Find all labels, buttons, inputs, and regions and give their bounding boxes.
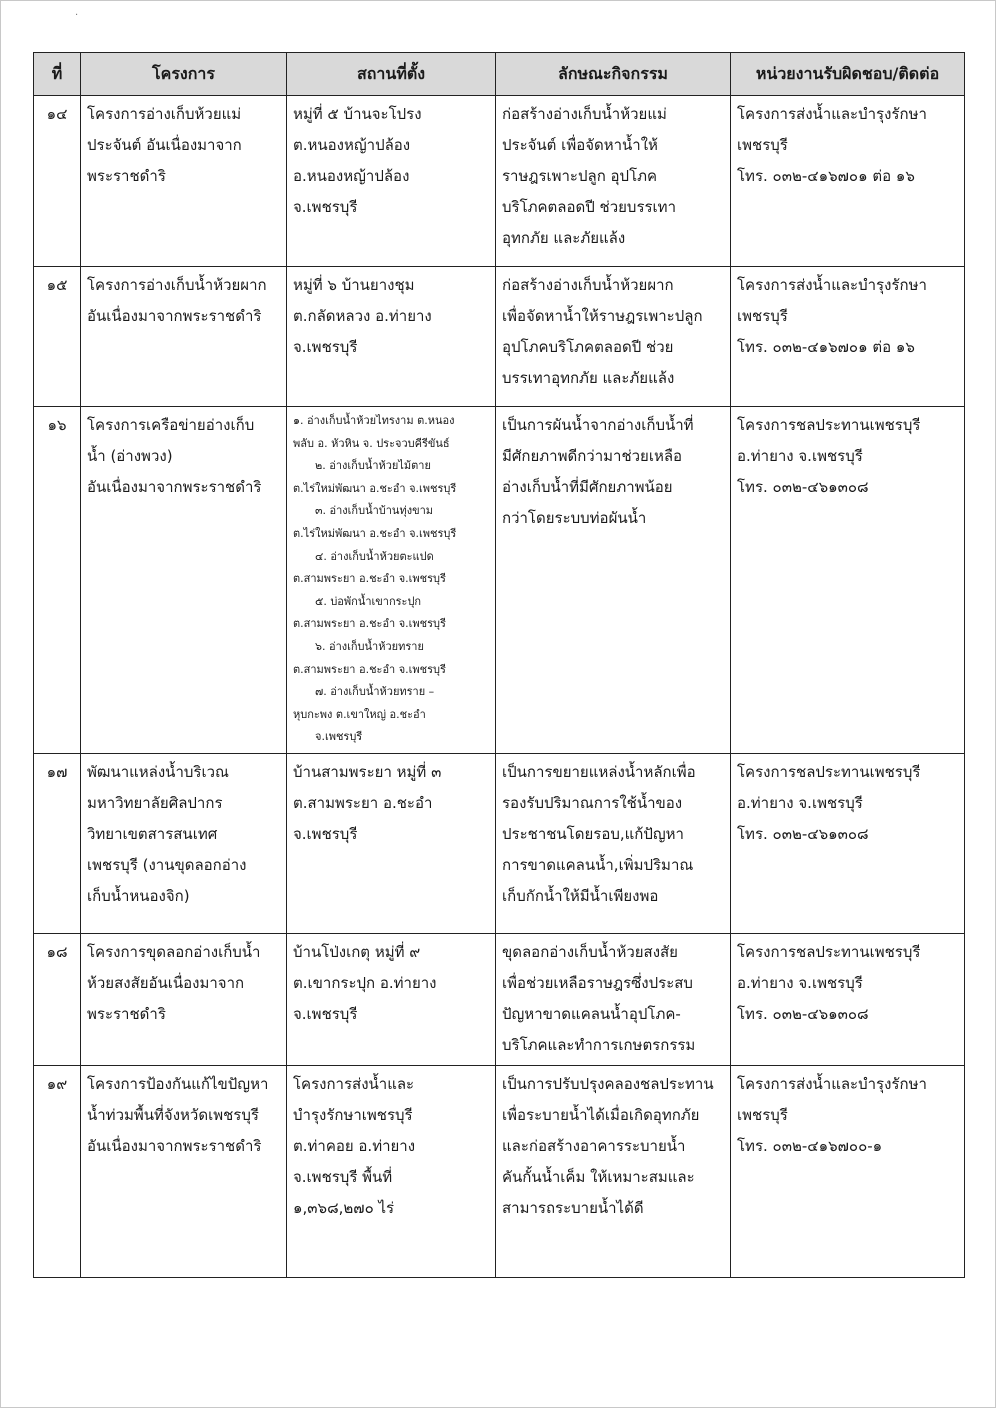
header-location: สถานที่ตั้ง xyxy=(287,53,496,96)
activity-line: บริโภคตลอดปี ช่วยบรรเทา xyxy=(502,198,676,216)
activity-line: เป็นการขยายแหล่งน้ำหลักเพื่อ xyxy=(502,762,696,781)
agency-line: โครงการชลประทานเพชรบุรี xyxy=(737,762,921,781)
location-line: บ้านสามพระยา หมู่ที่ ๓ xyxy=(293,762,442,781)
activity-line: เพื่อระบายน้ำได้เมื่อเกิดอุทกภัย xyxy=(502,1105,700,1124)
cell-agency xyxy=(731,96,965,267)
activity-line: อุทกภัย และภัยแล้ง xyxy=(502,229,626,247)
location-line: ๑,๓๖๘,๒๗๐ ไร่ xyxy=(293,1198,395,1217)
activity-line: กว่าโดยระบบท่อผันน้ำ xyxy=(502,509,647,527)
location-line: ต.สามพระยา อ.ชะอำ จ.เพชรบุรี xyxy=(293,572,446,586)
activity-line: เพื่อจัดหาน้ำให้ราษฎรเพาะปลูก xyxy=(502,307,703,325)
agency-line: เพชรบุรี xyxy=(737,136,788,154)
agency-line: โครงการส่งน้ำและบำรุงรักษา xyxy=(737,1074,927,1093)
row-number-text: ๑๔ xyxy=(46,105,68,123)
location-line: ๗. อ่างเก็บน้ำห้วยทราย – xyxy=(315,685,435,699)
header-row xyxy=(34,53,965,96)
project-line: เพชรบุรี (งานขุดลอกอ่าง xyxy=(87,855,247,874)
cell-project xyxy=(81,407,287,754)
cell-project xyxy=(81,1065,287,1277)
agency-line: เพชรบุรี xyxy=(737,307,788,325)
location-line: ๒. อ่างเก็บน้ำห้วยไม้ตาย xyxy=(315,459,431,473)
project-line: ห้วยสงสัยอันเนื่องมาจาก xyxy=(87,973,245,992)
cell-location xyxy=(287,96,496,267)
agency-line: อ.ท่ายาง จ.เพชรบุรี xyxy=(737,793,863,812)
agency-line: โทร. ๐๓๒-๔๖๑๓๐๘ xyxy=(737,478,869,496)
location-line: พลับ อ. หัวหิน จ. ประจวบคีรีขันธ์ xyxy=(293,436,450,450)
location-line: ต.หนองหญ้าปล้อง xyxy=(293,136,411,154)
location-line: ๖. อ่างเก็บน้ำห้วยทราย xyxy=(315,639,424,653)
cell-activity xyxy=(496,933,731,1065)
scan-mark: · xyxy=(75,10,79,21)
cell-project xyxy=(81,753,287,933)
cell-project xyxy=(81,267,287,407)
cell-activity xyxy=(496,753,731,933)
row-number-text: ๑๗ xyxy=(46,762,68,781)
activity-line: เพื่อช่วยเหลือราษฎรซึ่งประสบ xyxy=(502,973,693,992)
agency-line: อ.ท่ายาง จ.เพชรบุรี xyxy=(737,973,863,992)
activity-line: เป็นการปรับปรุงคลองชลประทาน xyxy=(502,1074,714,1093)
location-line: หุบกะพง ต.เขาใหญ่ อ.ชะอำ xyxy=(293,707,426,721)
header-num: ที่ xyxy=(34,53,81,96)
activity-line: ขุดลอกอ่างเก็บน้ำห้วยสงสัย xyxy=(502,942,678,961)
location-line: จ.เพชรบุรี xyxy=(293,338,358,356)
project-line: โครงการป้องกันแก้ไขปัญหา xyxy=(87,1074,269,1093)
location-line: จ.เพชรบุรี xyxy=(315,730,363,744)
activity-line: บริโภคและทำการเกษตรกรรม xyxy=(502,1035,696,1054)
agency-line: โครงการชลประทานเพชรบุรี xyxy=(737,942,921,961)
activity-line: การขาดแคลนน้ำ,เพิ่มปริมาณ xyxy=(502,855,694,874)
cell-agency xyxy=(731,933,965,1065)
location-line: บำรุงรักษาเพชรบุรี xyxy=(293,1105,413,1124)
project-line: วิทยาเขตสารสนเทศ xyxy=(87,824,218,843)
cell-project xyxy=(81,96,287,267)
table-row xyxy=(34,933,965,1065)
location-line: ต.กลัดหลวง อ.ท่ายาง xyxy=(293,307,432,325)
agency-line: อ.ท่ายาง จ.เพชรบุรี xyxy=(737,447,863,465)
table-row xyxy=(34,407,965,754)
row-number xyxy=(34,933,81,1065)
agency-line: เพชรบุรี xyxy=(737,1105,788,1124)
cell-activity xyxy=(496,96,731,267)
project-line: โครงการขุดลอกอ่างเก็บน้ำ xyxy=(87,942,261,961)
agency-line: โทร. ๐๓๒-๔๖๑๓๐๘ xyxy=(737,824,869,843)
location-line: ๕. บ่อพักน้ำเขากระปุก xyxy=(315,594,422,608)
activity-line: ประจันต์ เพื่อจัดหาน้ำให้ xyxy=(502,136,658,154)
cell-location xyxy=(287,933,496,1065)
row-number-text: ๑๙ xyxy=(46,1074,68,1093)
activity-line: สามารถระบายน้ำได้ดี xyxy=(502,1198,644,1217)
row-number-text: ๑๖ xyxy=(47,416,67,434)
cell-activity xyxy=(496,1065,731,1277)
location-line: จ.เพชรบุรี xyxy=(293,824,358,843)
activity-line: รองรับปริมาณการใช้น้ำของ xyxy=(502,793,683,812)
cell-agency xyxy=(731,753,965,933)
project-line: ประจันต์ อันเนื่องมาจาก xyxy=(87,136,242,154)
row-number xyxy=(34,753,81,933)
agency-line: โทร. ๐๓๒-๔๖๑๓๐๘ xyxy=(737,1004,869,1023)
cell-location xyxy=(287,407,496,754)
location-line: บ้านโป่งเกตุ หมู่ที่ ๙ xyxy=(293,942,421,961)
row-number xyxy=(34,267,81,407)
project-line: เก็บน้ำหนองจิก) xyxy=(87,886,190,905)
row-number-text: ๑๕ xyxy=(46,276,68,294)
project-line: โครงการอ่างเก็บห้วยแม่ xyxy=(87,105,242,123)
activity-line: มีศักยภาพดีกว่ามาช่วยเหลือ xyxy=(502,447,683,465)
cell-project xyxy=(81,933,287,1065)
agency-line: โครงการชลประทานเพชรบุรี xyxy=(737,416,921,434)
location-line: ต.เขากระปุก อ.ท่ายาง xyxy=(293,973,437,992)
project-line: มหาวิทยาลัยศิลปากร xyxy=(87,793,223,812)
project-line: พัฒนาแหล่งน้ำบริเวณ xyxy=(87,762,229,781)
location-line: ๓. อ่างเก็บน้ำบ้านทุ่งขาม xyxy=(315,504,434,518)
project-line: น้ำท่วมพื้นที่จังหวัดเพชรบุรี xyxy=(87,1105,259,1124)
location-line: ต.สามพระยา อ.ชะอำ จ.เพชรบุรี xyxy=(293,662,446,676)
cell-agency xyxy=(731,407,965,754)
cell-agency xyxy=(731,267,965,407)
cell-activity xyxy=(496,267,731,407)
location-line: จ.เพชรบุรี xyxy=(293,1004,358,1023)
activity-line: ปัญหาขาดแคลนน้ำอุปโภค- xyxy=(502,1004,681,1023)
location-line: ต.สามพระยา อ.ชะอำ จ.เพชรบุรี xyxy=(293,617,446,631)
table-row xyxy=(34,96,965,267)
activity-line: ราษฎรเพาะปลูก อุปโภค xyxy=(502,167,658,185)
project-line: อันเนื่องมาจากพระราชดำริ xyxy=(87,478,262,496)
row-number-text: ๑๘ xyxy=(46,942,68,961)
project-line: โครงการเครือข่ายอ่างเก็บ xyxy=(87,416,255,434)
project-line: พระราชดำริ xyxy=(87,167,166,185)
activity-line: อุปโภคบริโภคตลอดปี ช่วย xyxy=(502,338,674,356)
agency-line: โครงการส่งน้ำและบำรุงรักษา xyxy=(737,276,927,294)
cell-agency xyxy=(731,1065,965,1277)
project-line: พระราชดำริ xyxy=(87,1004,166,1023)
header-activity: ลักษณะกิจกรรม xyxy=(496,53,731,96)
location-line: ต.สามพระยา อ.ชะอำ xyxy=(293,793,433,812)
cell-location xyxy=(287,267,496,407)
agency-line: โทร. ๐๓๒-๔๑๖๗๐๑ ต่อ ๑๖ xyxy=(737,338,915,356)
location-line: ต.ท่าคอย อ.ท่ายาง xyxy=(293,1136,416,1155)
table-row xyxy=(34,1065,965,1277)
row-number xyxy=(34,407,81,754)
cell-activity xyxy=(496,407,731,754)
location-line: จ.เพชรบุรี พื้นที่ xyxy=(293,1167,393,1186)
row-number xyxy=(34,1065,81,1277)
location-line: หมู่ที่ ๕ บ้านจะโปรง xyxy=(293,105,422,123)
agency-line: โครงการส่งน้ำและบำรุงรักษา xyxy=(737,105,927,123)
project-line: อันเนื่องมาจากพระราชดำริ xyxy=(87,307,262,325)
table-row xyxy=(34,753,965,933)
agency-line: โทร. ๐๓๒-๔๑๖๗๐๐-๑ xyxy=(737,1136,883,1155)
activity-line: คันกั้นน้ำเค็ม ให้เหมาะสมและ xyxy=(502,1167,695,1186)
project-line: อันเนื่องมาจากพระราชดำริ xyxy=(87,1136,262,1155)
location-line: หมู่ที่ ๖ บ้านยางชุม xyxy=(293,276,415,294)
location-line: ต.ไร่ใหม่พัฒนา อ.ชะอำ จ.เพชรบุรี xyxy=(293,526,457,540)
activity-line: บรรเทาอุทกภัย และภัยแล้ง xyxy=(502,369,675,387)
cell-location xyxy=(287,1065,496,1277)
location-line: ๑. อ่างเก็บน้ำห้วยไทรงาม ต.หนอง xyxy=(293,414,455,427)
activity-line: เป็นการผันน้ำจากอ่างเก็บน้ำที่ xyxy=(502,416,694,434)
location-line: ๔. อ่างเก็บน้ำห้วยตะแปด xyxy=(315,549,434,563)
location-line: อ.หนองหญ้าปล้อง xyxy=(293,167,410,185)
agency-line: โทร. ๐๓๒-๔๑๖๗๐๑ ต่อ ๑๖ xyxy=(737,167,915,185)
location-line: จ.เพชรบุรี xyxy=(293,198,358,216)
header-project: โครงการ xyxy=(81,53,287,96)
cell-location xyxy=(287,753,496,933)
activity-line: ก่อสร้างอ่างเก็บน้ำห้วยผาก xyxy=(502,276,674,294)
projects-table xyxy=(33,52,965,1278)
header-agency: หน่วยงานรับผิดชอบ/ติดต่อ xyxy=(731,53,965,96)
activity-line: เก็บกักน้ำให้มีน้ำเพียงพอ xyxy=(502,886,659,905)
table-row xyxy=(34,267,965,407)
location-line: โครงการส่งน้ำและ xyxy=(293,1074,415,1093)
activity-line: ก่อสร้างอ่างเก็บน้ำห้วยแม่ xyxy=(502,105,667,123)
activity-line: และก่อสร้างอาคารระบายน้ำ xyxy=(502,1136,686,1155)
row-number xyxy=(34,96,81,267)
activity-line: ประชาชนโดยรอบ,แก้ปัญหา xyxy=(502,824,684,843)
location-line: ต.ไร่ใหม่พัฒนา อ.ชะอำ จ.เพชรบุรี xyxy=(293,481,457,495)
project-line: โครงการอ่างเก็บน้ำห้วยผาก xyxy=(87,276,267,294)
activity-line: อ่างเก็บน้ำที่มีศักยภาพน้อย xyxy=(502,478,673,496)
project-line: น้ำ (อ่างพวง) xyxy=(87,447,173,465)
